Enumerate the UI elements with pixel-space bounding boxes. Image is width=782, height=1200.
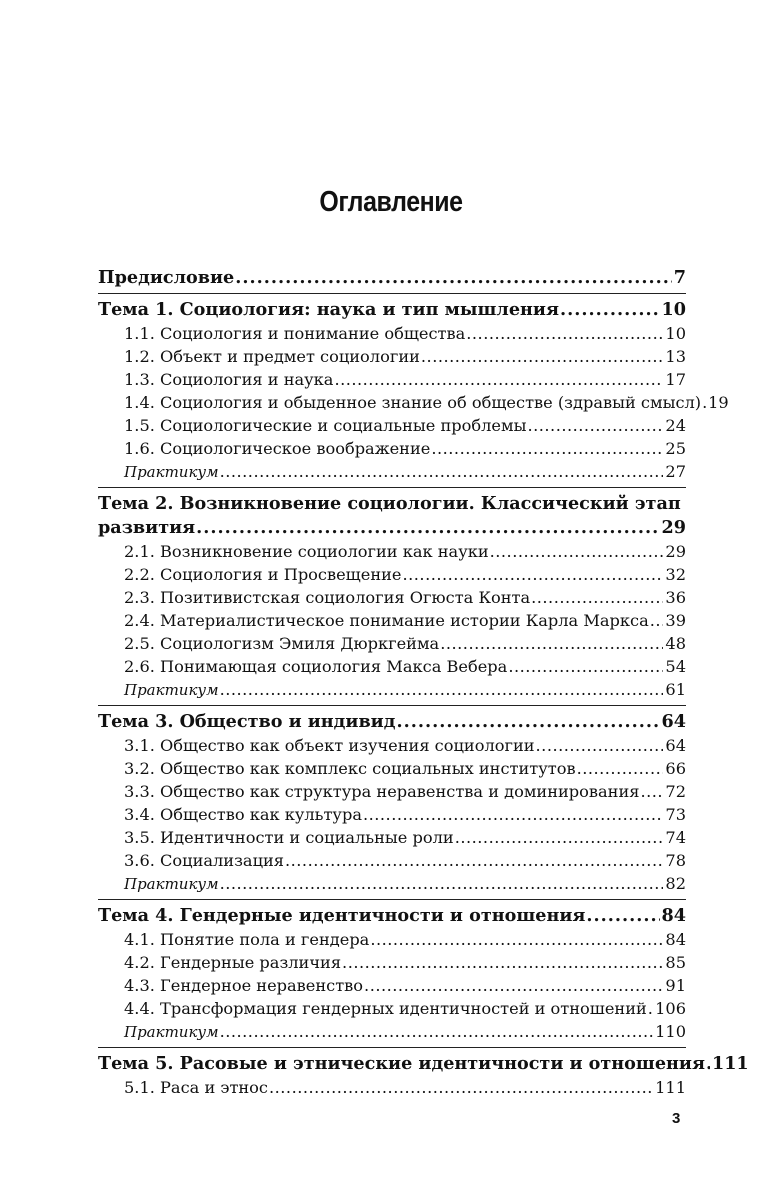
toc-label: 1.2. Объект и предмет социологии [124, 347, 420, 366]
toc-label: 1.3. Социология и наука [124, 370, 334, 389]
dot-leader [364, 974, 663, 997]
dot-leader [531, 586, 663, 609]
toc-section[interactable] [98, 803, 686, 826]
toc-page: 36 [665, 588, 686, 607]
toc-page: 39 [665, 611, 686, 630]
dot-leader [702, 391, 706, 414]
toc-practicum[interactable] [98, 872, 686, 896]
toc-page: 13 [665, 347, 686, 366]
toc-section[interactable] [98, 368, 686, 391]
toc-label: 5.1. Раса и этнос [124, 1078, 268, 1097]
toc-label: 3.2. Общество как комплекс социальных институтов [124, 759, 576, 778]
toc-page: 91 [665, 976, 686, 995]
toc-practicum[interactable] [98, 678, 686, 702]
dot-leader [527, 414, 663, 437]
toc-label: 1.4. Социология и обыденное знание об обществе (здравый смысл) [124, 393, 702, 412]
toc-page: 72 [665, 782, 686, 801]
toc-page: 10 [661, 299, 686, 320]
dot-leader [285, 849, 663, 872]
dot-leader [220, 460, 664, 483]
toc-section[interactable] [98, 322, 686, 345]
toc-chapter-title-line[interactable]: Тема 2. Возникновение социологии. Классический этап [98, 493, 681, 514]
toc-label: 4.4. Трансформация гендерных идентичностей и отношений [124, 999, 647, 1018]
toc-preface[interactable] [98, 266, 686, 290]
dot-leader [650, 609, 664, 632]
toc-label: Практикум [124, 1023, 219, 1041]
toc-label: 3.1. Общество как объект изучения социологии [124, 736, 535, 755]
toc-section[interactable] [98, 997, 686, 1020]
toc-page: 66 [665, 759, 686, 778]
dot-leader [508, 655, 663, 678]
divider [98, 487, 686, 488]
toc-chapter-title: развития [98, 517, 196, 538]
toc-label: 4.2. Гендерные различия [124, 953, 342, 972]
divider [98, 899, 686, 900]
dot-leader [396, 710, 659, 734]
toc-section[interactable] [98, 1076, 686, 1099]
toc-label: 2.3. Позитивистская социология Огюста Конта [124, 588, 531, 607]
toc-page: 29 [665, 542, 686, 561]
toc-label: 1.5. Социологические и социальные проблемы [124, 416, 527, 435]
dot-leader [640, 780, 663, 803]
toc-label: 4.3. Гендерное неравенство [124, 976, 364, 995]
toc-practicum[interactable] [98, 460, 686, 484]
toc-page: 111 [655, 1078, 686, 1097]
toc-chapter[interactable] [98, 710, 686, 734]
toc-label: 2.1. Возникновение социологии как науки [124, 542, 489, 561]
dot-leader [402, 563, 663, 586]
toc-section[interactable] [98, 780, 686, 803]
toc-label: Предисловие [98, 267, 235, 288]
dot-leader [706, 1052, 710, 1076]
dot-leader [455, 826, 664, 849]
dot-leader [220, 872, 664, 895]
toc-label: Практикум [124, 681, 219, 699]
toc-label: 1.6. Социологическое воображение [124, 439, 431, 458]
toc-page: 61 [665, 680, 686, 699]
dot-leader [560, 298, 660, 322]
toc-page: 32 [665, 565, 686, 584]
toc-label: 3.5. Идентичности и социальные роли [124, 828, 454, 847]
toc-page: 7 [673, 267, 686, 288]
dot-leader [220, 678, 664, 701]
toc-chapter-title: Тема 4. Гендерные идентичности и отношения [98, 905, 586, 926]
toc-section[interactable] [98, 826, 686, 849]
dot-leader [648, 997, 653, 1020]
toc-label: 2.5. Социологизм Эмиля Дюркгейма [124, 634, 440, 653]
toc-label: 3.3. Общество как структура неравенства и доминирования [124, 782, 640, 801]
toc-section[interactable] [98, 437, 686, 460]
toc-page: 25 [665, 439, 686, 458]
toc-label: 3.6. Социализация [124, 851, 284, 870]
dot-leader [466, 322, 663, 345]
toc-page: 17 [665, 370, 686, 389]
toc-section[interactable] [98, 974, 686, 997]
toc-label: 1.1. Социология и понимание общества [124, 324, 466, 343]
page-number: 3 [672, 1110, 681, 1127]
toc-section[interactable] [98, 414, 686, 437]
divider [98, 705, 686, 706]
toc-page: 111 [711, 1053, 749, 1074]
toc-section[interactable] [98, 586, 686, 609]
toc-label: 4.1. Понятие пола и гендера [124, 930, 370, 949]
dot-leader [421, 345, 663, 368]
toc-page: 84 [661, 905, 686, 926]
dot-leader [342, 951, 663, 974]
toc-label: Практикум [124, 463, 219, 481]
toc-page: 64 [665, 736, 686, 755]
toc-page: 48 [665, 634, 686, 653]
divider [98, 293, 686, 294]
toc-section[interactable] [98, 734, 686, 757]
dot-leader [363, 803, 663, 826]
toc-section[interactable] [98, 345, 686, 368]
toc-chapter-title: Тема 5. Расовые и этнические идентичности и отношения [98, 1053, 705, 1074]
toc-chapter[interactable] [98, 516, 686, 540]
toc-section[interactable] [98, 655, 686, 678]
dot-leader [431, 437, 663, 460]
toc-page: 82 [665, 874, 686, 893]
toc-page: 24 [665, 416, 686, 435]
toc-section[interactable] [98, 391, 729, 414]
toc-page: 106 [655, 999, 686, 1018]
divider [98, 1047, 686, 1048]
toc-label: 2.6. Понимающая социология Макса Вебера [124, 657, 508, 676]
toc-section[interactable] [98, 951, 686, 974]
toc-label: 3.4. Общество как культура [124, 805, 362, 824]
dot-leader [269, 1076, 653, 1099]
table-of-contents [98, 264, 749, 1099]
toc-chapter[interactable] [98, 298, 686, 322]
toc-chapter[interactable] [98, 904, 686, 928]
dot-leader [220, 1020, 654, 1043]
toc-page: 27 [665, 462, 686, 481]
dot-leader [586, 904, 659, 928]
page-title: Оглавление [319, 186, 463, 218]
toc-section[interactable] [98, 563, 686, 586]
toc-page: 74 [665, 828, 686, 847]
dot-leader [334, 368, 663, 391]
toc-page: 84 [665, 930, 686, 949]
dot-leader [440, 632, 663, 655]
toc-page: 64 [661, 711, 686, 732]
toc-section[interactable] [98, 632, 686, 655]
toc-chapter-title: Тема 3. Общество и индивид [98, 711, 396, 732]
toc-chapter[interactable] [98, 1052, 749, 1076]
toc-section[interactable] [98, 928, 686, 951]
toc-page: 110 [655, 1022, 686, 1041]
toc-section[interactable] [98, 609, 686, 632]
toc-page: 78 [665, 851, 686, 870]
toc-page: 19 [708, 393, 729, 412]
dot-leader [490, 540, 664, 563]
toc-label: 2.2. Социология и Просвещение [124, 565, 402, 584]
dot-leader [370, 928, 663, 951]
toc-page: 54 [665, 657, 686, 676]
toc-practicum[interactable] [98, 1020, 686, 1044]
toc-section[interactable] [98, 540, 686, 563]
toc-chapter-title: Тема 1. Социология: наука и тип мышления [98, 299, 559, 320]
dot-leader [235, 266, 672, 290]
dot-leader [536, 734, 664, 757]
toc-page: 29 [661, 517, 686, 538]
dot-leader [196, 516, 659, 540]
toc-page: 10 [665, 324, 686, 343]
toc-section[interactable] [98, 757, 686, 780]
toc-section[interactable] [98, 849, 686, 872]
toc-page: 73 [665, 805, 686, 824]
toc-page: 85 [665, 953, 686, 972]
toc-label: Практикум [124, 875, 219, 893]
toc-label: 2.4. Материалистическое понимание истории Карла Маркса [124, 611, 649, 630]
dot-leader [577, 757, 664, 780]
